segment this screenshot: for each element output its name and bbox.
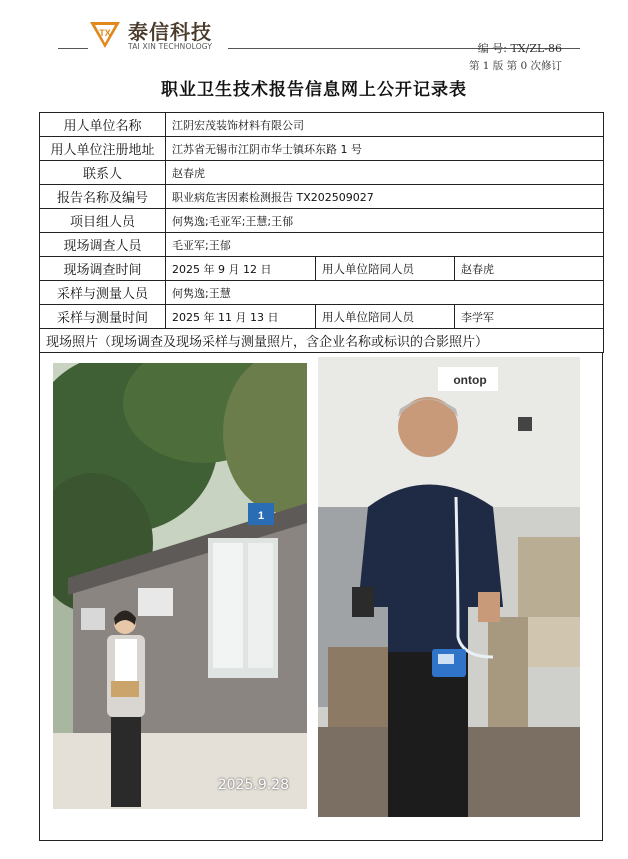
photo-timestamp: 2025.9.28	[217, 777, 289, 793]
unit-name-label: 用人单位名称	[40, 113, 166, 137]
survey-accompany-value: 赵春虎	[455, 257, 604, 281]
survey-time-label: 现场调查时间	[40, 257, 166, 281]
sampling-accompany-value: 李学军	[455, 305, 604, 329]
survey-staff-value: 毛亚军;王郁	[166, 233, 604, 257]
table-row	[40, 209, 604, 233]
tx-logo-icon	[88, 16, 122, 50]
team-label: 项目组人员	[40, 209, 166, 233]
table-row	[40, 257, 604, 281]
record-table	[39, 112, 604, 353]
header-rule-left	[58, 48, 88, 49]
sampling-time-value: 2025 年 11 月 13 日	[166, 305, 316, 329]
survey-time-value: 2025 年 9 月 12 日	[166, 257, 316, 281]
table-row	[40, 161, 604, 185]
sampling-photo	[318, 357, 580, 817]
table-row	[40, 185, 604, 209]
contact-label: 联系人	[40, 161, 166, 185]
report-label: 报告名称及编号	[40, 185, 166, 209]
survey-accompany-label: 用人单位陪同人员	[316, 257, 455, 281]
company-name-cn: 泰信科技	[128, 20, 212, 44]
table-row	[40, 233, 604, 257]
document-number: 编 号: TX/ZL-86	[477, 42, 562, 55]
team-value: 何隽逸;毛亚军;王慧;王郁	[166, 209, 604, 233]
table-row	[40, 305, 604, 329]
sampling-staff-value: 何隽逸;王慧	[166, 281, 604, 305]
page-title: 职业卫生技术报告信息网上公开记录表	[161, 80, 467, 100]
photos-label: 现场照片（现场调查及现场采样与测量照片，含企业名称或标识的合影照片）	[40, 329, 604, 353]
table-row	[40, 113, 604, 137]
site-survey-photo	[53, 363, 307, 809]
svg-text:TX: TX	[99, 28, 111, 38]
sampling-time-label: 采样与测量时间	[40, 305, 166, 329]
building-sign: 1	[257, 510, 265, 522]
survey-staff-label: 现场调查人员	[40, 233, 166, 257]
table-row	[40, 329, 604, 353]
sampling-image	[318, 357, 580, 817]
reg-address-value: 江苏省无锡市江阴市华士镇环东路 1 号	[166, 137, 604, 161]
company-logo	[88, 16, 228, 52]
company-name-en: TAI XIN TECHNOLOGY	[128, 42, 213, 51]
document-version: 第 1 版 第 0 次修订	[468, 60, 562, 72]
sampling-staff-label: 采样与测量人员	[40, 281, 166, 305]
factory-sign: ontop	[453, 373, 487, 387]
table-row	[40, 281, 604, 305]
site-survey-image	[53, 363, 307, 809]
unit-name-value: 江阴宏茂装饰材料有限公司	[166, 113, 604, 137]
reg-address-label: 用人单位注册地址	[40, 137, 166, 161]
contact-value: 赵春虎	[166, 161, 604, 185]
sampling-accompany-label: 用人单位陪同人员	[316, 305, 455, 329]
report-value: 职业病危害因素检测报告 TX202509027	[166, 185, 604, 209]
table-row	[40, 137, 604, 161]
